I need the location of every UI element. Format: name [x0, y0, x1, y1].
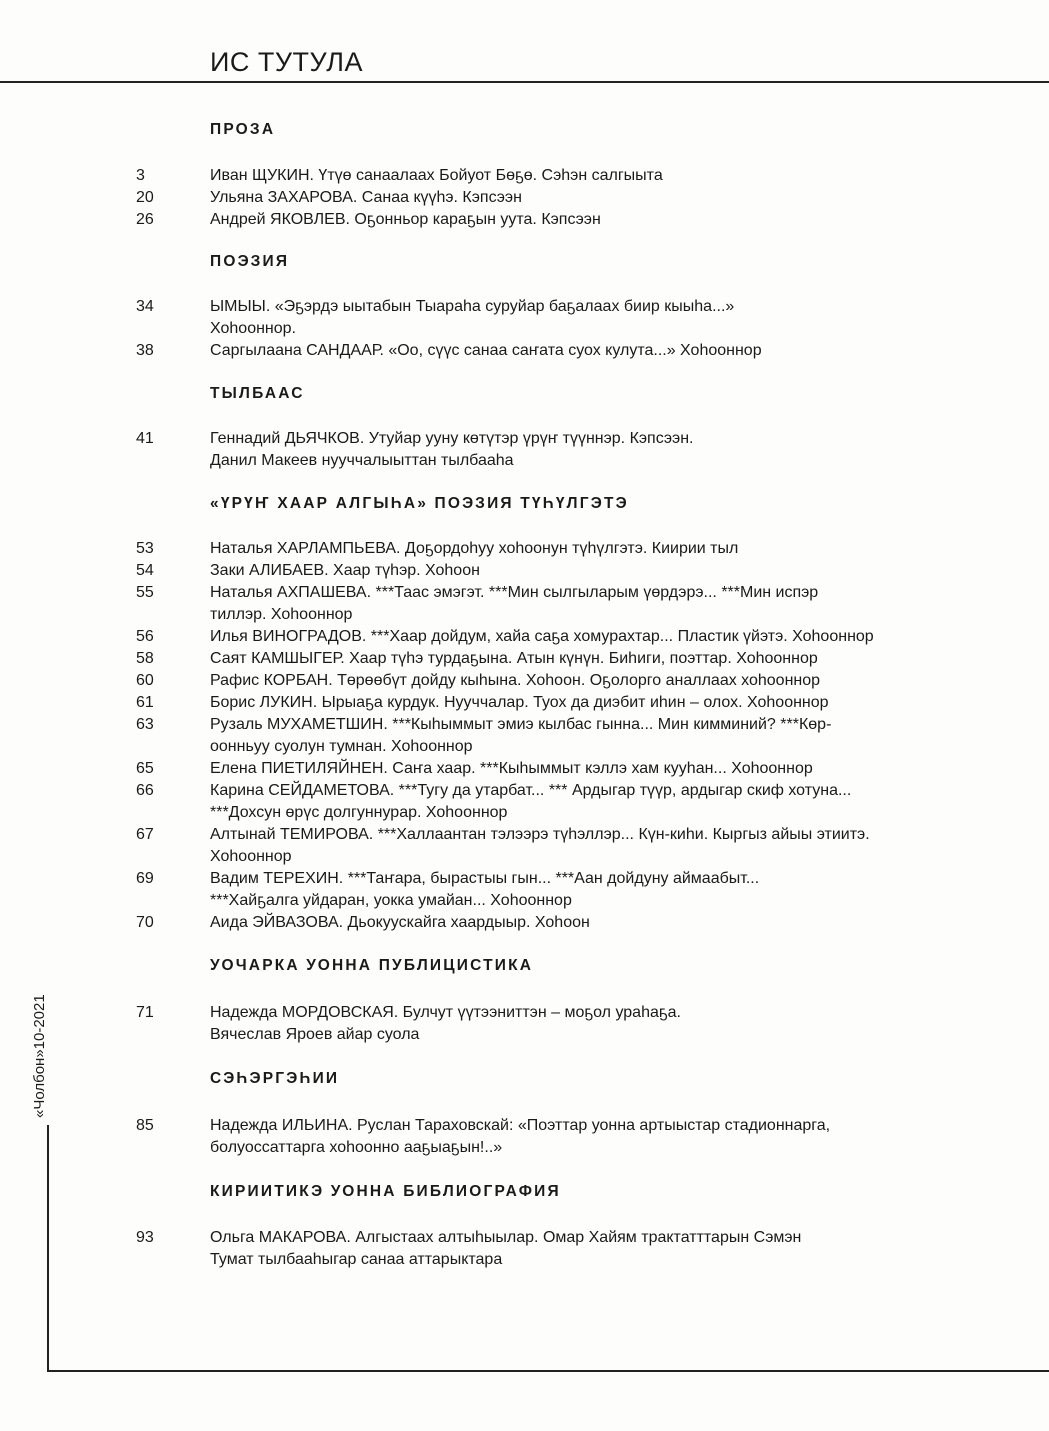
section-title: ПРОЗА — [210, 121, 276, 138]
page-number: 54 — [136, 562, 154, 579]
journal-issue-label: «Чолбон»10-2021 — [31, 994, 48, 1118]
page-number: 63 — [136, 716, 154, 733]
entry-text — [210, 560, 950, 582]
entry-line: Вячеслав Яроев айар суола — [210, 1026, 420, 1043]
page-number: 41 — [136, 430, 154, 447]
entry-text — [210, 780, 950, 824]
page-number: 55 — [136, 584, 154, 601]
page-number: 20 — [136, 189, 154, 206]
page-number: 53 — [136, 540, 154, 557]
page-number: 26 — [136, 211, 154, 228]
entry-text — [210, 1002, 950, 1046]
entry-line: Наталья ХАРЛАМПЬЕВА. Доҕордоһуу хоһоонун түһүлгэтэ. Киирии тыл — [210, 540, 739, 557]
page-number: 58 — [136, 650, 154, 667]
section-title: СЭҺЭРГЭҺИИ — [210, 1070, 340, 1087]
entry-text — [210, 209, 950, 231]
entry-text — [210, 428, 950, 472]
entry-text — [210, 912, 950, 934]
entry-line: Илья ВИНОГРАДОВ. ***Хаар дойдум, хайа саҕа хомурахтар... Пластик үйэтэ. Хоһооннор — [210, 628, 874, 645]
page-number: 93 — [136, 1229, 154, 1246]
section-title: УОЧАРКА УОННА ПУБЛИЦИСТИКА — [210, 957, 534, 974]
entry-text — [210, 626, 950, 648]
entry-text — [210, 714, 950, 758]
page-number: 69 — [136, 870, 154, 887]
entry-line: Ольга МАКАРОВА. Алгыстаах алтыһыылар. Омар Хайям трактатттарын Сэмэн — [210, 1229, 802, 1246]
entry-line: Ульяна ЗАХАРОВА. Санаа күүһэ. Кэпсээн — [210, 189, 522, 206]
entry-text — [210, 538, 950, 560]
entry-line: Саят КАМШЫГЕР. Хаар түһэ турдаҕына. Атын күнүн. Биһиги, поэттар. Хоһооннор — [210, 650, 818, 667]
page-number: 71 — [136, 1004, 154, 1021]
entry-line: ***Дохсун өрүс долгуннурар. Хоһооннор — [210, 804, 508, 821]
entry-text — [210, 582, 950, 626]
entry-line: ***Хайҕалга уйдаран, уокка умайан... Хоһооннор — [210, 892, 572, 909]
entry-text — [210, 1227, 950, 1271]
entry-line: Иван ЩУКИН. Үтүө санаалаах Бойуот Бөҕө. Сэһэн салгыыта — [210, 167, 663, 184]
entry-text — [210, 868, 950, 912]
section-title: «ҮРҮҤ ХААР АЛГЫҺА» ПОЭЗИЯ ТҮҺҮЛГЭТЭ — [210, 495, 629, 512]
entry-text — [210, 340, 950, 362]
entry-line: Алтынай ТЕМИРОВА. ***Халлаантан тэлээрэ түһэллэр... Күн-киһи. Кыргыз айыы этиитэ. — [210, 826, 870, 843]
page-number: 56 — [136, 628, 154, 645]
entry-line: Елена ПИЕТИЛЯЙНЕН. Саҥа хаар. ***Кыһыммыт кэллэ хам кууһан... Хоһооннор — [210, 760, 813, 777]
entry-line: Рузаль МУХАМЕТШИН. ***Кыһыммыт эмиэ кылбас гынна... Мин кимминий? ***Көр- — [210, 716, 832, 733]
entry-text — [210, 187, 950, 209]
footer-rule — [48, 1370, 1049, 1372]
entry-text — [210, 1115, 950, 1159]
entry-line: Геннадий ДЬЯЧКОВ. Утуйар ууну көтүтэр үрүҥ түүннэр. Кэпсээн. — [210, 430, 694, 447]
page-title: ИС ТУТУЛА — [210, 47, 364, 77]
entry-line: Вадим ТЕРЕХИН. ***Таҥара, бырастыы гын... ***Аан дойдуну аймаабыт... — [210, 870, 760, 887]
entry-line: оонньуу суолун тумнан. Хоһооннор — [210, 738, 473, 755]
page-number: 60 — [136, 672, 154, 689]
page-number: 3 — [136, 167, 145, 184]
entry-line: болуоссаттарга хоһоонно ааҕыаҕын!..» — [210, 1139, 503, 1156]
section-title: ТЫЛБААС — [210, 385, 305, 402]
entry-text — [210, 670, 950, 692]
entry-line: Хоһооннор. — [210, 320, 296, 337]
page-number: 61 — [136, 694, 154, 711]
entry-line: Данил Макеев нууччалыыттан тылбааһа — [210, 452, 514, 469]
page-number: 66 — [136, 782, 154, 799]
entry-line: Аида ЭЙВАЗОВА. Дьокуускайга хаардыыр. Хоһоон — [210, 914, 590, 931]
entry-text — [210, 758, 950, 780]
entry-line: Заки АЛИБАЕВ. Хаар түһэр. Хоһоон — [210, 562, 480, 579]
entry-text — [210, 692, 950, 714]
page-number: 70 — [136, 914, 154, 931]
entry-line: Надежда ИЛЬИНА. Руслан Тараховскай: «Поэттар уонна артыыстар стадионнарга, — [210, 1117, 831, 1134]
entry-line: Наталья АХПАШЕВА. ***Таас эмэгэт. ***Мин сылгыларым үөрдэрэ... ***Мин испэр — [210, 584, 819, 601]
page-number: 65 — [136, 760, 154, 777]
page-number: 67 — [136, 826, 154, 843]
page-number: 38 — [136, 342, 154, 359]
entry-line: Тумат тылбааһыгар санаа аттарыктара — [210, 1251, 503, 1268]
entry-line: Саргылаана САНДААР. «Оо, сүүс санаа саҥата суох кулута...» Хоһооннор — [210, 342, 762, 359]
entry-line: Борис ЛУКИН. Ырыаҕа курдук. Нууччалар. Туох да диэбит иһин – олох. Хоһооннор — [210, 694, 829, 711]
page-number: 85 — [136, 1117, 154, 1134]
entry-line: Андрей ЯКОВЛЕВ. Оҕонньор караҕын уута. Кэпсээн — [210, 211, 601, 228]
entry-line: Карина СЕЙДАМЕТОВА. ***Тугу да утарбат... *** Ардыгар түүр, ардыгар скиф хотуна... — [210, 782, 852, 799]
entry-line: ЫМЫЫ. «Эҕэрдэ ыытабын Тыараһа суруйар баҕалаах биир кыыһа...» — [210, 298, 735, 315]
entry-text — [210, 296, 950, 340]
side-rule — [47, 1125, 49, 1372]
section-title: КИРИИТИКЭ УОННА БИБЛИОГРАФИЯ — [210, 1183, 561, 1200]
entry-line: Надежда МОРДОВСКАЯ. Булчут үүтээниттэн – моҕол ураһаҕа. — [210, 1004, 681, 1021]
section-title: ПОЭЗИЯ — [210, 253, 290, 270]
entry-line: тиллэр. Хоһооннор — [210, 606, 353, 623]
entry-text — [210, 824, 950, 868]
entry-line: Хоһооннор — [210, 848, 292, 865]
entry-line: Рафис КОРБАН. Төрөөбүт дойду кыһына. Хоһоон. Оҕолорго аналлаах хоһооннор — [210, 672, 821, 689]
entry-text — [210, 648, 950, 670]
entry-text — [210, 165, 950, 187]
header-rule — [0, 81, 1049, 83]
page-number: 34 — [136, 298, 154, 315]
